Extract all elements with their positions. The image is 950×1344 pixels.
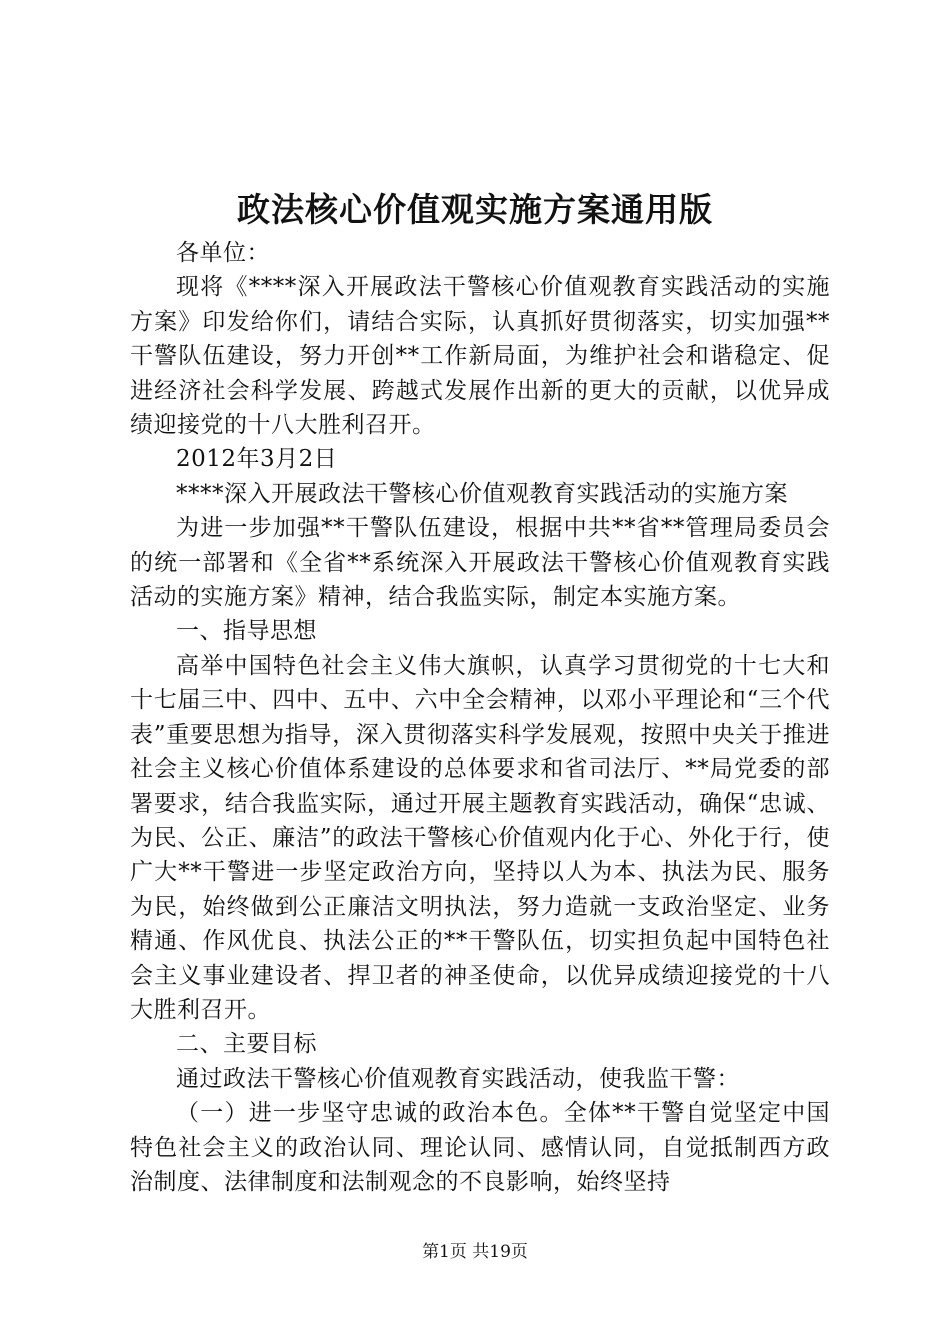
page-number-footer: 第1页 共19页 [422, 1242, 528, 1262]
goal-item-1: （一）进一步坚守忠诚的政治本色。全体**干警自觉坚定中国特色社会主义的政治认同、理论认同、感情认同，自觉抵制西方政治制度、法律制度和法制观念的不良影响，始终坚持 [130, 1100, 830, 1195]
section-heading-guiding-thought: 一、指导思想 [176, 618, 317, 645]
plan-heading: ****深入开展政法干警核心价值观教育实践活动的实施方案 [176, 480, 788, 507]
notice-paragraph: 现将《****深入开展政法干警核心价值观教育实践活动的实施方案》印发给你们，请结合实际，认真抓好贯彻落实，切实加强**干警队伍建设，努力开创**工作新局面，为维护社会和谐稳定、促进经济社会科学发展、跨越式发展作出新的更大的贡献，以优异成绩迎接党的十八大胜利召开。 [130, 274, 830, 439]
guiding-thought-paragraph: 高举中国特色社会主义伟大旗帜，认真学习贯彻党的十七大和十七届三中、四中、五中、六中全会精神，以邓小平理论和“三个代表”重要思想为指导，深入贯彻落实科学发展观，按照中央关于推进社会主义核心价值体系建设的总体要求和省司法厅、**局党委的部署要求，结合我监实际，通过开展主题教育实践活动，确保“忠诚、为民、公正、廉洁”的政法干警核心价值观内化于心、外化于行，使广大**干警进一步坚定政治方向，坚持以人为本、执法为民、服务为民，始终做到公正廉洁文明执法，努力造就一支政治坚定、业务精通、作风优良、执法公正的**干警队伍，切实担负起中国特色社会主义事业建设者、捍卫者的神圣使命，以优异成绩迎接党的十八大胜利召开。 [130, 652, 830, 1023]
section-heading-main-goals: 二、主要目标 [176, 1031, 317, 1058]
salutation: 各单位： [176, 240, 270, 266]
date-line: 2012年3月2日 [176, 446, 338, 473]
document-body [130, 236, 830, 1199]
main-goals-intro: 通过政法干警核心价值观教育实践活动，使我监干警： [176, 1065, 740, 1092]
document-title: 政法核心价值观实施方案通用版 [237, 190, 713, 229]
intro-paragraph: 为进一步加强**干警队伍建设，根据中共**省**管理局委员会的统一部署和《全省**系统深入开展政法干警核心价值观教育实践活动的实施方案》精神，结合我监实际，制定本实施方案。 [130, 515, 830, 611]
